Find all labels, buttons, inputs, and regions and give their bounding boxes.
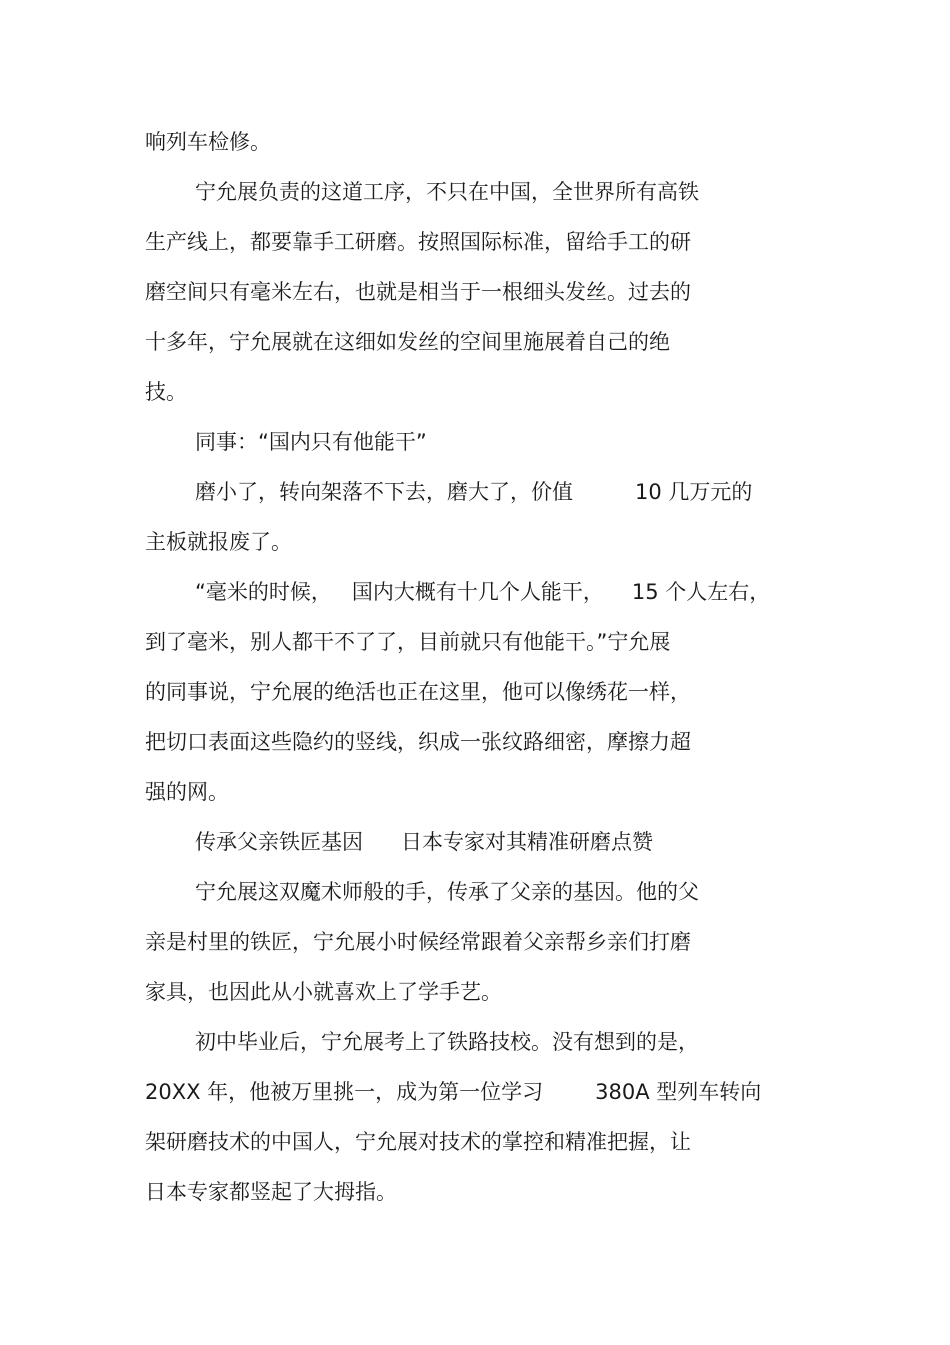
text-line: 家具，也因此从小就喜欢上了学手艺。	[145, 980, 502, 1004]
text-segment: 磨小了，转向架落不下去，磨大了，价值	[195, 480, 573, 504]
text-line: 生产线上，都要靠手工研磨。按照国际标准，留给手工的研	[145, 230, 691, 254]
text-segment: 10 几万元的	[635, 480, 753, 504]
text-line: 的同事说，宁允展的绝活也正在这里，他可以像绣花一样，	[145, 680, 691, 704]
text-line	[145, 1077, 761, 1107]
text-segment: 国内大概有十几个人能干，	[351, 580, 604, 604]
text-line: 磨空间只有毫米左右，也就是相当于一根细头发丝。过去的	[145, 280, 691, 304]
text-segment: 20XX 年，他被万里挑一，成为第一位学习	[145, 1080, 544, 1104]
section-subheading: 同事：“国内只有他能干”	[195, 430, 427, 454]
text-line: 架研磨技术的中国人，宁允展对技术的掌控和精准把握，让	[145, 1130, 691, 1154]
text-line: 亲是村里的铁匠，宁允展小时候经常跟着父亲帮乡亲们打磨	[145, 930, 691, 954]
text-segment: 日本专家对其精准研磨点赞	[401, 830, 653, 854]
text-segment: “毫米的时候，	[195, 580, 332, 604]
text-line: 把切口表面这些隐约的竖线，织成一张纹路细密，摩擦力超	[145, 730, 691, 754]
text-line: 十多年，宁允展就在这细如发丝的空间里施展着自己的绝	[145, 330, 670, 354]
text-segment: 15 个人左右，	[631, 580, 771, 604]
text-line: 宁允展这双魔术师般的手，传承了父亲的基因。他的父	[195, 880, 699, 904]
text-line	[195, 477, 752, 507]
text-line: 主板就报废了。	[145, 530, 292, 554]
text-line: 强的网。	[145, 780, 229, 804]
text-segment: 传承父亲铁匠基因	[195, 830, 363, 854]
text-segment: 380A 型列车转向	[595, 1080, 762, 1104]
text-line	[195, 577, 770, 607]
text-line: 响列车检修。	[145, 130, 271, 154]
section-subheading	[195, 827, 653, 857]
text-line: 日本专家都竖起了大拇指。	[145, 1180, 397, 1204]
text-line: 到了毫米，别人都干不了了，目前就只有他能干。”宁允展	[145, 630, 671, 654]
text-line: 宁允展负责的这道工序，不只在中国，全世界所有高铁	[195, 180, 699, 204]
text-line: 初中毕业后，宁允展考上了铁路技校。没有想到的是，	[195, 1030, 699, 1054]
text-line: 技。	[145, 380, 187, 404]
